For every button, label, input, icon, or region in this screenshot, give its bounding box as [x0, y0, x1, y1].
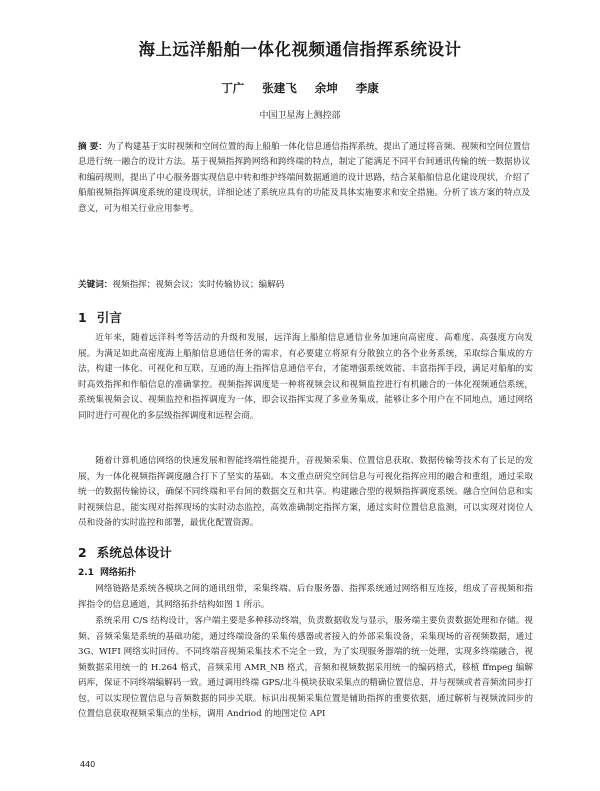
- intro-paragraph-1: 近年来，随着远洋科考等活动的升级和发展，远洋海上船舶信息通信业务加速向高密度、高难度、高强度方向发展。为满足如此高密度海上船舶信息通信任务的需求，有必要建立将原有分散独立的各个业务系统，采取综合集成的方法，构建一体化、可视化和互联、互通的海上指挥信息通信平台，才能增强系统效能、丰富指挥手段，满足对船舶的实时高效指挥和作船信息的准确掌控。视频指挥调度是一种将视频会议和视频监控进行有机融合的一体化视频通信系统，系统集视频会议、视频监控和指挥调度为一体，即会议指挥实现了多业务集成，能够让多个用户在不同地点，通过网络同时进行可视化的多层级指挥调度和远程会商。: [78, 333, 533, 421]
- topology-paragraph-2: 系统采用 C/S 结构设计，客户端主要是多种移动终端，负责数据收发与显示，服务端主要负责数据处理和存储。视频、音频采集是系统的基础功能，通过终端设备的采集传感器或者接入的外部采集设备，采集现场的音视频数据，通过 3G、WIFI 网络实时回传。不同终端音视频采集技术不完全一致，为了实现服务器端的统一处理，实现多终端融合，视频数据采用统一的 H.264 格式，音频采用 AMR_NB 格式，音频和视频数据采用统一的编码格式，移植 ffmpeg 编解码库，保证不同终端编解码一致。通过调用终端 GPS/北斗模块获取采集点的精确位置信息，并与视频或者音频流同步打包，可以实现位置信息与音频数据的同步关联。标识出视频采集位置是辅助指挥的重要依据，通过解析与视频流同步的位置信息获取视频采集点的坐标，调用 Andriod 的地图定位 API: [78, 616, 533, 719]
- abstract: [78, 140, 530, 217]
- intro-paragraph-2: 随着计算机通信网络的快速发展和智能终端性能提升，音视频采集、位置信息获取、数据传输等技术有了长足的发展，为一体化视频指挥调度融合打下了坚实的基础。本文重点研究空间信息与可视化指挥应用的融合和重组，通过采取统一的数据传输协议，确保不同终端和平台间的数据交互和共享。构建融合型的视频指挥调度系统。融合空间信息和实时视频信息，能实现对指挥现场的实时动态监控，高效准确制定指挥方案，通过实时位置信息监测，可以实现对岗位人员和设备的实时监控和部署，最优化配置资源。: [78, 456, 533, 528]
- section-title: 引言: [96, 310, 122, 325]
- page-number: 440: [80, 760, 96, 769]
- section-heading-intro: [78, 308, 122, 326]
- topology-paragraph-1: 网络链路是系统各模块之间的通讯纽带，采集终端、后台服务器、指挥系统通过网络相互连接，组成了音视频和指挥指令的信息通道，其网络拓扑结构如图 1 所示。: [78, 584, 533, 610]
- keywords-text: 视频指挥；视频会议；实时传输协议；编解码: [112, 280, 285, 290]
- paper-title: 海上远洋船舶一体化视频通信指挥系统设计: [138, 40, 462, 59]
- subsection-title: 网络拓扑: [99, 568, 136, 578]
- section-number: 1: [78, 310, 87, 325]
- keywords: [78, 278, 530, 293]
- abstract-label: 摘 要：: [78, 142, 107, 152]
- section-heading-design: [78, 543, 172, 561]
- paper-affiliation: 中国卫星海上测控部: [259, 111, 341, 121]
- subsection-heading-topology: [78, 565, 136, 578]
- paper-authors: 丁广 张建飞 余坤 李康: [221, 81, 379, 95]
- keywords-label: 关键词：: [78, 280, 113, 290]
- subsection-number: 2.1: [78, 568, 94, 578]
- section-title: 系统总体设计: [96, 545, 172, 560]
- section-number: 2: [78, 545, 87, 560]
- abstract-text: 为了构建基于实时视频和空间位置的海上船舶一体化信息通信指挥系统，提出了通过将音频、视频和空间位置信息进行统一融合的设计方法。基于视频指挥跨网络和跨终端的特点，制定了能满足不同平台间通讯传输的统一数据协议和编码规则，提出了中心服务器实现信息中转和维护终端间数据通道的设计思路，结合某船舶信息化建设现状，介绍了船舶视频指挥调度系统的建设现状，详细论述了系统应具有的功能及具体实施要求和安全措施。分析了该方案的特点及意义，可为相关行业应用参考。: [78, 142, 530, 214]
